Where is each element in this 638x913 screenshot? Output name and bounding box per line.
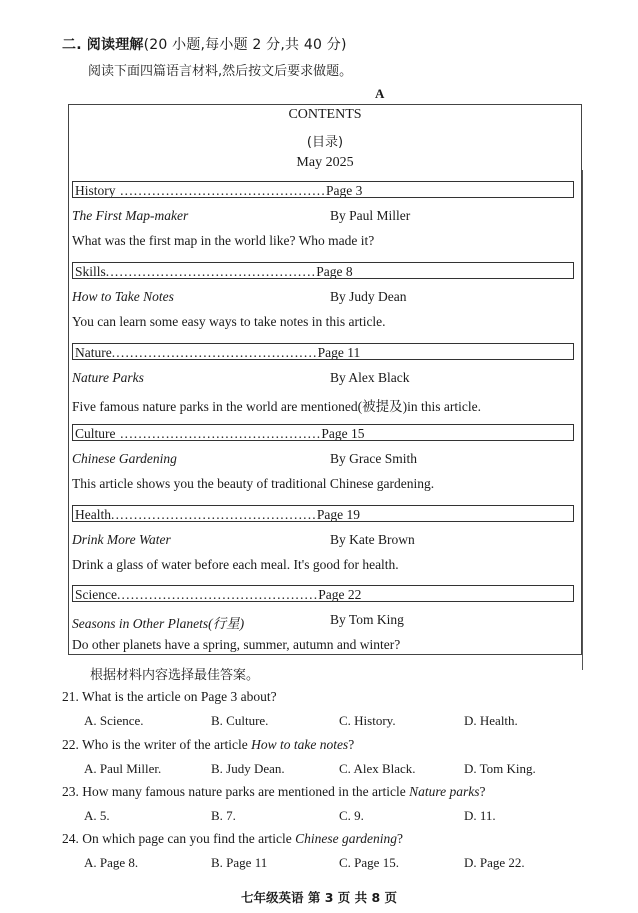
question-22 [62, 737, 354, 753]
article-description: This article shows you the beauty of traditional Chinese gardening. [72, 476, 435, 491]
option-c[interactable]: C. Page 15. [339, 855, 399, 870]
category-row-culture [72, 424, 574, 441]
category-page: Page 22 [318, 587, 362, 602]
option-a[interactable]: A. Page 8. [84, 855, 139, 870]
leader-dots: ............................................ [116, 587, 319, 602]
question-21 [62, 689, 277, 705]
category-page: Page 3 [325, 183, 363, 198]
option-b[interactable]: B. Page 11 [211, 855, 268, 870]
category-page: Page 19 [316, 507, 360, 522]
page-footer: 七年级英语 第 3 页 共 8 页 [240, 890, 397, 905]
question-number: 23. [62, 784, 79, 799]
article-title: Drink More Water [72, 532, 171, 547]
leader-dots: ............................................. [115, 183, 326, 198]
article-title: The First Map-maker [72, 208, 189, 223]
article-description: Drink a glass of water before each meal. It's good for health. [72, 557, 399, 572]
category-page: Page 11 [317, 345, 361, 360]
category-row-health [72, 505, 574, 522]
question-number: 22. [62, 737, 79, 752]
article-description: Five famous nature parks in the world are mentioned(被提及)in this article. [72, 399, 482, 414]
article-title: How to Take Notes [72, 289, 174, 304]
section-instruction: 阅读下面四篇语言材料,然后按文后要求做题。 [88, 64, 353, 79]
option-d[interactable]: D. Tom King. [464, 761, 536, 776]
question-23 [62, 784, 486, 800]
section-title [62, 34, 347, 54]
section-title-text: 二. 阅读理解 [62, 37, 144, 53]
question-suffix: ? [397, 831, 404, 846]
article-author: By Paul Miller [330, 208, 411, 223]
option-b[interactable]: B. Culture. [211, 713, 269, 728]
contents-heading-cn: (目录) [306, 135, 344, 150]
article-author: By Tom King [330, 612, 404, 627]
category-page: Page 15 [321, 426, 365, 441]
option-c[interactable]: C. 9. [339, 808, 364, 823]
category-name: History [75, 183, 116, 198]
article-title: Seasons in Other Planets(行星) [72, 616, 245, 631]
option-a[interactable]: A. Paul Miller. [84, 761, 162, 776]
category-page: Page 8 [316, 264, 353, 279]
category-name: Skills [75, 264, 106, 279]
category-row-science [72, 585, 574, 602]
question-text: How many famous nature parks are mentioned in the article [82, 784, 410, 799]
article-author: By Grace Smith [330, 451, 417, 466]
category-row-nature [72, 343, 574, 360]
question-suffix: ? [479, 784, 486, 799]
article-description: Do other planets have a spring, summer, autumn and winter? [72, 637, 401, 652]
category-name: Culture [75, 426, 116, 441]
article-author: By Kate Brown [330, 532, 415, 547]
question-suffix: ? [348, 737, 355, 752]
question-24 [62, 831, 403, 847]
leader-dots: ............................................. [111, 345, 318, 360]
article-description: What was the first map in the world like? Who made it? [72, 233, 375, 248]
option-a[interactable]: A. 5. [84, 808, 110, 823]
question-number: 24. [62, 831, 79, 846]
question-article-title: How to take notes [251, 737, 349, 752]
question-number: 21. [62, 689, 79, 704]
passage-label: A [375, 86, 385, 101]
option-a[interactable]: A. Science. [84, 713, 144, 728]
question-article-title: Chinese gardening [295, 831, 398, 846]
article-author: By Alex Black [330, 370, 410, 385]
scan-edge-line [582, 170, 583, 670]
option-d[interactable]: D. 11. [464, 808, 496, 823]
contents-heading: CONTENTS [288, 107, 362, 122]
option-d[interactable]: D. Page 22. [464, 855, 525, 870]
section-scoring: (20 小题,每小题 2 分,共 40 分) [143, 37, 347, 53]
option-d[interactable]: D. Health. [464, 713, 518, 728]
category-name: Health [75, 507, 111, 522]
leader-dots: ............................................ [115, 426, 322, 441]
contents-date: May 2025 [296, 155, 354, 170]
question-article-title: Nature parks [409, 784, 480, 799]
category-row-history [72, 181, 574, 198]
category-row-skills [72, 262, 574, 279]
leader-dots: ............................................. [111, 507, 317, 522]
question-text: What is the article on Page 3 about? [82, 689, 277, 704]
option-c[interactable]: C. History. [339, 713, 396, 728]
article-title: Nature Parks [72, 370, 144, 385]
question-text: On which page can you find the article [82, 831, 296, 846]
article-title: Chinese Gardening [72, 451, 177, 466]
article-author: By Judy Dean [330, 289, 407, 304]
question-text: Who is the writer of the article [82, 737, 252, 752]
option-b[interactable]: B. 7. [211, 808, 236, 823]
questions-intro: 根据材料内容选择最佳答案。 [90, 668, 260, 683]
article-description: You can learn some easy ways to take notes in this article. [72, 314, 386, 329]
leader-dots: .............................................. [105, 264, 317, 279]
option-c[interactable]: C. Alex Black. [339, 761, 416, 776]
category-name: Science [75, 587, 117, 602]
category-name: Nature [75, 345, 112, 360]
option-b[interactable]: B. Judy Dean. [211, 761, 285, 776]
